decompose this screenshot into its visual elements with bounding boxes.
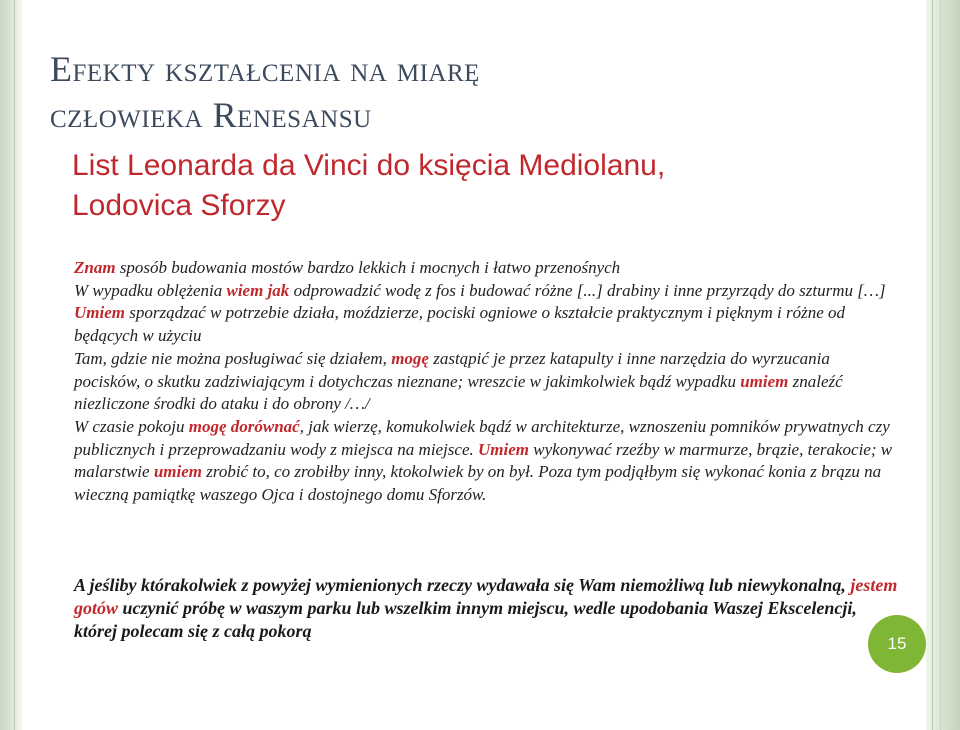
- emphasized-phrase: mogę dorównać: [188, 416, 300, 436]
- text-segment: odprowadzić wodę z fos i budować różne [...] drabiny i inne przyrządy do szturmu […]: [289, 280, 886, 300]
- slide-subtitle-line-1: List Leonarda da Vinci do księcia Mediolanu,: [72, 149, 666, 182]
- text-segment: W wypadku oblężenia: [74, 280, 227, 300]
- text-segment: zrobić to, co zrobiłby inny, ktokolwiek by on był. Poza tym podjąłbym się wykonać konia z brązu na wieczną pamiątkę waszego Ojca i dostojnego domu Sforzów.: [74, 462, 882, 505]
- right-decorative-band: [926, 0, 960, 730]
- emphasized-phrase: umiem: [740, 371, 789, 391]
- page-number-badge: 15: [868, 615, 926, 673]
- emphasized-phrase: jestem gotów: [74, 575, 898, 618]
- text-segment: sposób budowania mostów bardzo lekkich i mocnych i łatwo przenośnych: [115, 258, 621, 277]
- text-segment: W czasie pokoju: [74, 416, 189, 436]
- text-segment: sporządzać w potrzebie działa, moździerze, pociski ogniowe o kształcie praktycznym i pięknym i różne od będących w użyciu: [74, 303, 846, 346]
- emphasized-phrase: umiem: [153, 462, 202, 482]
- emphasized-phrase: Umiem: [478, 439, 530, 459]
- slide-title-line-2: człowieka Renesansu: [50, 95, 372, 135]
- closing-paragraph: [74, 574, 904, 642]
- emphasized-phrase: Znam: [74, 258, 116, 277]
- letter-text: [74, 257, 894, 507]
- emphasized-phrase: wiem jak: [226, 280, 290, 300]
- text-segment: wykonywać rzeźby w marmurze, brązie, terakocie; w malarstwie: [74, 439, 893, 482]
- left-decorative-band: [0, 0, 22, 730]
- text-segment: znaleźć niezliczone środki do ataku i do obrony /…/: [74, 371, 843, 414]
- slide-title-line-1: Efekty kształcenia na miarę: [50, 49, 480, 89]
- emphasized-phrase: mogę: [391, 348, 429, 368]
- slide-subtitle: [72, 146, 872, 226]
- emphasized-phrase: Umiem: [74, 303, 125, 323]
- text-segment: A jeśliby którakolwiek z powyżej wymienionych rzeczy wydawała się Wam niemożliwą lub niewykonalną,: [74, 575, 851, 595]
- text-segment: , jak wierzę, komukolwiek bądź w architekturze, wznoszeniu pomników prywatnych czy publicznych i przeprowadzaniu wody z miejsca na miejsce.: [74, 416, 890, 459]
- text-segment: uczynić próbę w waszym parku lub wszelkim innym miejscu, wedle upodobania Waszej Ekscelencji, której polecam się z całą pokorą: [74, 597, 857, 641]
- slide-title: [50, 46, 870, 138]
- text-segment: zastąpić je przez katapulty i inne narzędzia do wyrzucania pocisków, o skutku zadziwiającym i dotychczas nieznane; wreszcie w jakimkolwiek bądź wypadku: [74, 348, 830, 391]
- text-segment: Tam, gdzie nie można posługiwać się działem,: [74, 348, 392, 368]
- slide-subtitle-line-2: Lodovica Sforzy: [72, 189, 286, 222]
